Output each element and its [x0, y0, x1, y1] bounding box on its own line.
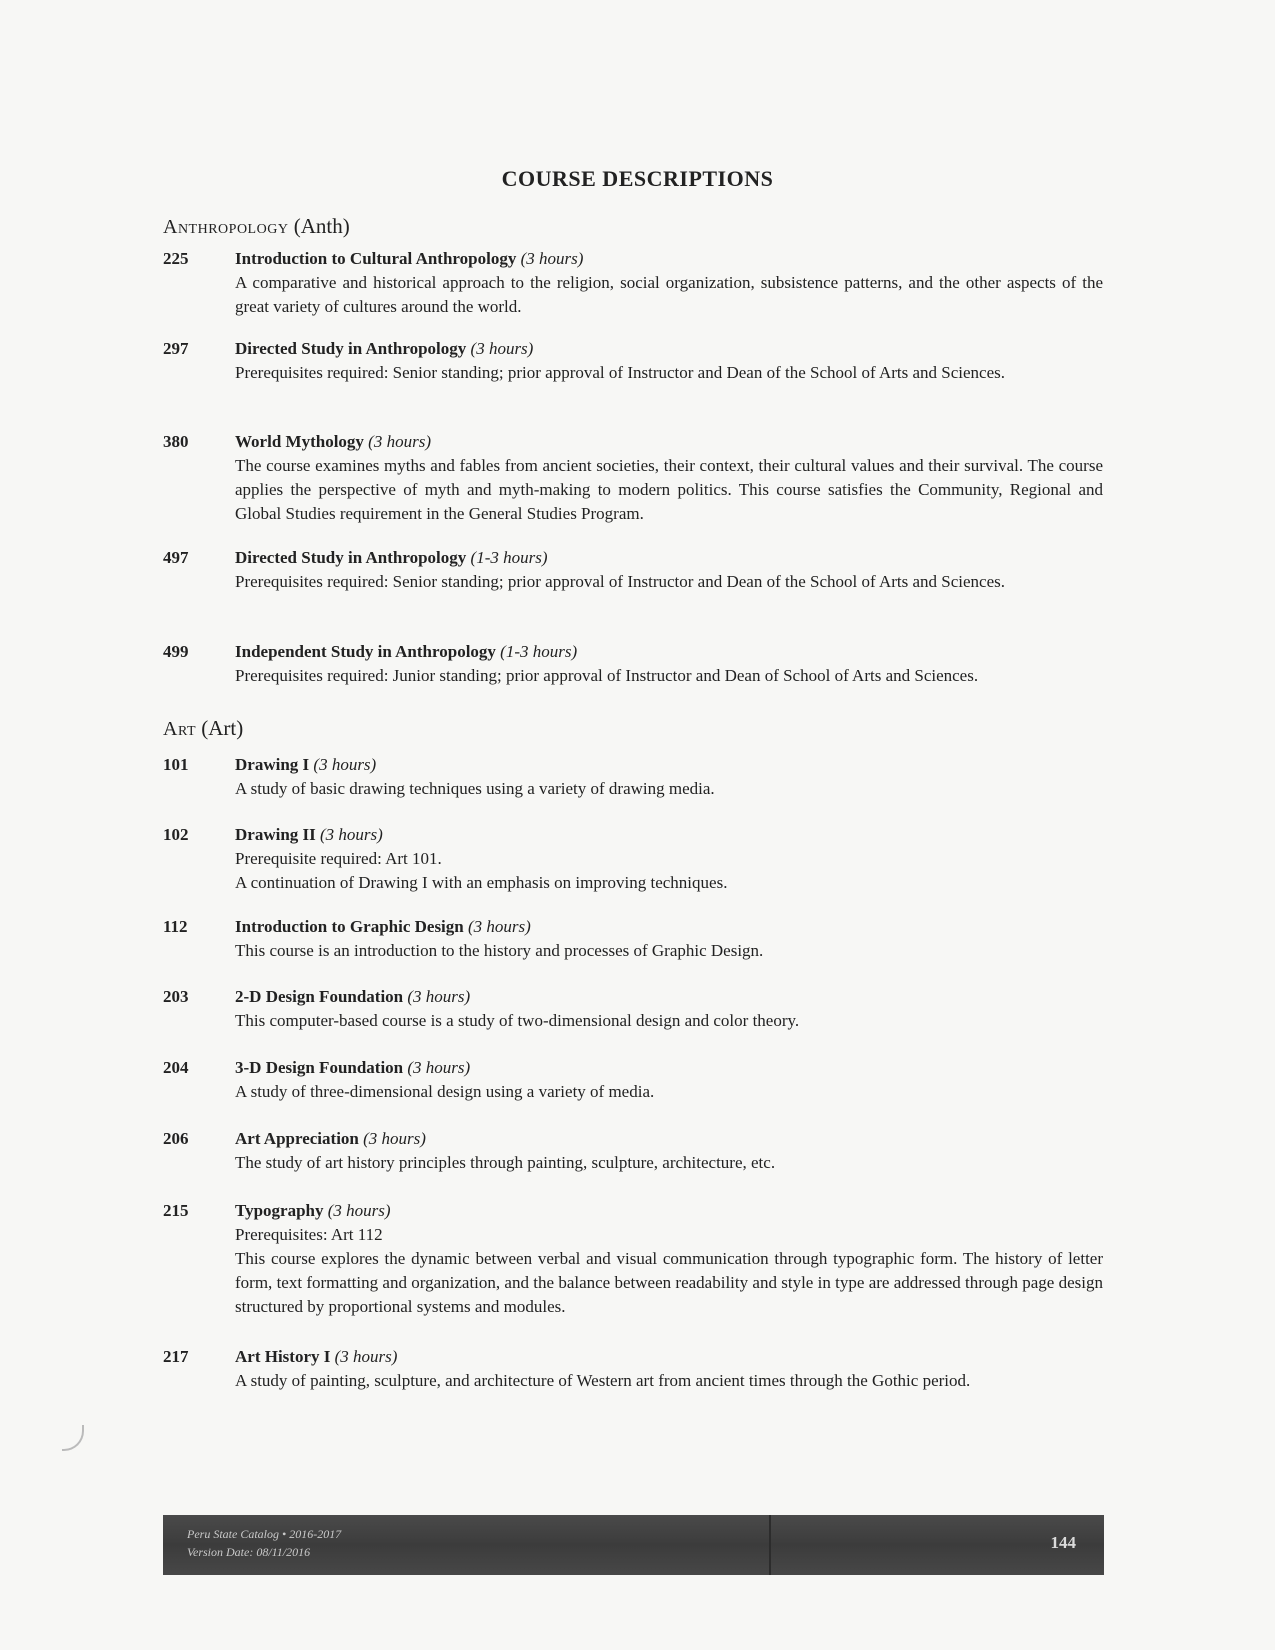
- binding-mark: [62, 1425, 84, 1451]
- course-number: 206: [163, 1129, 189, 1148]
- course-entry: [163, 1345, 1103, 1393]
- course-number: 217: [163, 1347, 189, 1366]
- course-entry: [163, 823, 1103, 895]
- course-hours: (3 hours): [470, 339, 534, 358]
- course-description: This course is an introduction to the history and processes of Graphic Design.: [235, 941, 764, 960]
- course-hours: (3 hours): [320, 825, 383, 844]
- course-hours: (3 hours): [520, 249, 584, 268]
- course-description: The course examines myths and fables from ancient societies, their context, their cultural values and their survival. The course applies the perspective of myth and myth-making to modern politics. This course satisfies the Community, Regional and Global Studies requirement in the General Studies Program.: [235, 456, 1103, 523]
- course-entry: [163, 1056, 1103, 1104]
- course-title: Typography: [235, 1201, 324, 1220]
- course-number: 380: [163, 432, 189, 451]
- section-heading-anthropology: [163, 214, 350, 239]
- course-description: Prerequisites required: Senior standing; prior approval of Instructor and Dean of the School of Arts and Sciences.: [235, 572, 1005, 591]
- footer-bar: [163, 1515, 1104, 1575]
- section-name: Anthropology: [163, 216, 289, 238]
- course-number: 297: [163, 339, 189, 358]
- course-number: 499: [163, 642, 189, 661]
- course-title: Art History I: [235, 1347, 331, 1366]
- course-title: Introduction to Graphic Design: [235, 917, 464, 936]
- course-number: 102: [163, 825, 189, 844]
- footer-info: [187, 1525, 341, 1561]
- course-description: This computer-based course is a study of two-dimensional design and color theory.: [235, 1011, 800, 1030]
- course-entry: [163, 430, 1103, 526]
- section-heading-art: [163, 716, 243, 741]
- course-entry: [163, 337, 1103, 385]
- footer-version: Version Date: 08/11/2016: [187, 1545, 311, 1559]
- course-description: A continuation of Drawing I with an emphasis on improving techniques.: [235, 873, 728, 892]
- course-title: Independent Study in Anthropology: [235, 642, 496, 661]
- course-hours: (1-3 hours): [470, 548, 548, 567]
- course-entry: [163, 753, 1103, 801]
- footer-divider: [769, 1515, 771, 1575]
- course-title: Directed Study in Anthropology: [235, 339, 467, 358]
- course-number: 497: [163, 548, 189, 567]
- course-title: Drawing II: [235, 825, 316, 844]
- course-hours: (3 hours): [327, 1201, 391, 1220]
- course-entry: [163, 985, 1103, 1033]
- course-title: Introduction to Cultural Anthropology: [235, 249, 517, 268]
- course-prerequisite: Prerequisites: Art 112: [235, 1225, 383, 1244]
- course-number: 101: [163, 755, 189, 774]
- course-description: A study of basic drawing techniques using a variety of drawing media.: [235, 779, 715, 798]
- course-hours: (3 hours): [313, 755, 377, 774]
- course-hours: (3 hours): [468, 917, 531, 936]
- course-number: 203: [163, 987, 189, 1006]
- course-entry: [163, 247, 1103, 319]
- course-description: This course explores the dynamic between verbal and visual communication through typographic form. The history of letter form, text formatting and organization, and the balance between readability and style in type are addressed through page design structured by proportional systems and modules.: [235, 1249, 1103, 1316]
- course-hours: (3 hours): [368, 432, 431, 451]
- course-hours: (1-3 hours): [500, 642, 578, 661]
- course-description: The study of art history principles through painting, sculpture, architecture, etc.: [235, 1153, 776, 1172]
- course-hours: (3 hours): [407, 987, 471, 1006]
- course-hours: (3 hours): [363, 1129, 426, 1148]
- course-number: 112: [163, 917, 188, 936]
- course-hours: (3 hours): [407, 1058, 471, 1077]
- course-number: 215: [163, 1201, 189, 1220]
- course-title: World Mythology: [235, 432, 364, 451]
- course-description: Prerequisites required: Junior standing; prior approval of Instructor and Dean of School of Arts and Sciences.: [235, 666, 979, 685]
- course-number: 225: [163, 249, 189, 268]
- page-title: COURSE DESCRIPTIONS: [501, 166, 774, 191]
- course-description: A study of three-dimensional design using a variety of media.: [235, 1082, 655, 1101]
- course-title: Drawing I: [235, 755, 310, 774]
- footer-catalog: Peru State Catalog • 2016-2017: [187, 1527, 342, 1541]
- course-title: 2-D Design Foundation: [235, 987, 404, 1006]
- section-abbr: (Art): [201, 716, 244, 740]
- course-entry: [163, 1127, 1103, 1175]
- course-description: A comparative and historical approach to the religion, social organization, subsistence patterns, and the other aspects of the great variety of cultures around the world.: [235, 273, 1103, 316]
- page-number: 144: [1050, 1533, 1076, 1552]
- course-title: Art Appreciation: [235, 1129, 359, 1148]
- course-description: A study of painting, sculpture, and architecture of Western art from ancient times through the Gothic period.: [235, 1371, 971, 1390]
- course-entry: [163, 546, 1103, 594]
- section-name: Art: [163, 718, 196, 740]
- course-entry: [163, 640, 1103, 688]
- course-title: Directed Study in Anthropology: [235, 548, 467, 567]
- section-abbr: (Anth): [293, 214, 350, 238]
- course-entry: [163, 1199, 1103, 1319]
- course-prerequisite: Prerequisite required: Art 101.: [235, 849, 442, 868]
- course-number: 204: [163, 1058, 189, 1077]
- course-entry: [163, 915, 1103, 963]
- course-hours: (3 hours): [334, 1347, 398, 1366]
- course-description: Prerequisites required: Senior standing; prior approval of Instructor and Dean of the School of Arts and Sciences.: [235, 363, 1005, 382]
- course-title: 3-D Design Foundation: [235, 1058, 404, 1077]
